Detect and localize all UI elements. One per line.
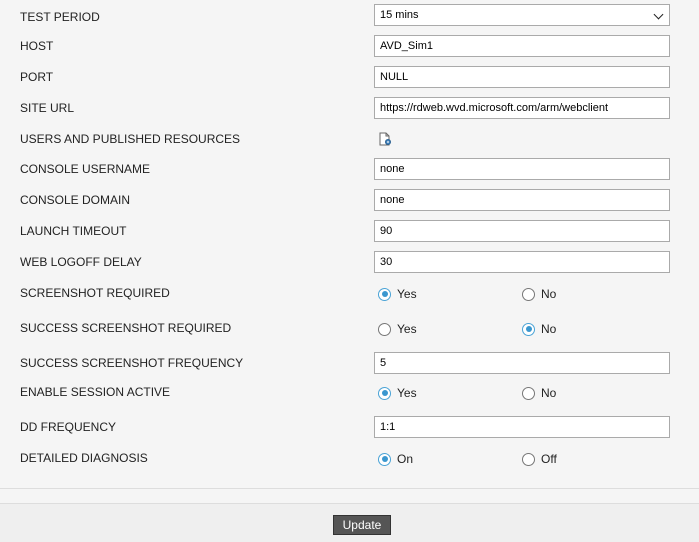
launch-timeout-input[interactable]: 90 [374,220,670,242]
form-divider [0,488,699,489]
web-logoff-delay-input[interactable]: 30 [374,251,670,273]
screenshot-required-no-radio[interactable] [522,288,535,301]
success-screenshot-frequency-label: SUCCESS SCREENSHOT FREQUENCY [20,356,244,370]
test-period-label: TEST PERIOD [20,10,100,24]
dd-frequency-input[interactable]: 1:1 [374,416,670,438]
enable-session-active-no-radio[interactable] [522,387,535,400]
detailed-diagnosis-on-option[interactable] [378,452,413,466]
success-screenshot-required-yes-label: Yes [397,322,417,336]
port-label: PORT [20,70,54,84]
detailed-diagnosis-label: DETAILED DIAGNOSIS [20,451,148,465]
screenshot-required-label: SCREENSHOT REQUIRED [20,286,170,300]
test-period-value: 15 mins [380,9,419,21]
enable-session-active-label: ENABLE SESSION ACTIVE [20,385,171,399]
success-screenshot-required-label: SUCCESS SCREENSHOT REQUIRED [20,321,232,335]
console-username-input[interactable]: none [374,158,670,180]
document-gear-icon[interactable] [378,132,392,146]
success-screenshot-required-yes-option[interactable] [378,322,417,336]
detailed-diagnosis-off-radio[interactable] [522,453,535,466]
host-input[interactable]: AVD_Sim1 [374,35,670,57]
host-label: HOST [20,39,54,53]
success-screenshot-frequency-input[interactable]: 5 [374,352,670,374]
screenshot-required-yes-radio[interactable] [378,288,391,301]
success-screenshot-required-yes-radio[interactable] [378,323,391,336]
console-domain-label: CONSOLE DOMAIN [20,193,131,207]
detailed-diagnosis-on-radio[interactable] [378,453,391,466]
detailed-diagnosis-off-label: Off [541,452,557,466]
users-resources-label: USERS AND PUBLISHED RESOURCES [20,132,241,146]
web-logoff-delay-label: WEB LOGOFF DELAY [20,255,142,269]
site-url-label: SITE URL [20,101,75,115]
enable-session-active-yes-option[interactable] [378,386,417,400]
test-period-select[interactable] [374,4,670,26]
dd-frequency-label: DD FREQUENCY [20,420,117,434]
form-footer [0,503,699,542]
chevron-down-icon [654,10,664,20]
enable-session-active-yes-label: Yes [397,386,417,400]
screenshot-required-yes-option[interactable] [378,287,417,301]
console-username-label: CONSOLE USERNAME [20,162,151,176]
success-screenshot-required-no-option[interactable] [522,322,556,336]
screenshot-required-yes-label: Yes [397,287,417,301]
enable-session-active-no-option[interactable] [522,386,556,400]
port-input[interactable]: NULL [374,66,670,88]
site-url-input[interactable]: https://rdweb.wvd.microsoft.com/arm/webclient [374,97,670,119]
update-button[interactable]: Update [333,515,391,535]
launch-timeout-label: LAUNCH TIMEOUT [20,224,127,238]
success-screenshot-required-no-radio[interactable] [522,323,535,336]
screenshot-required-no-option[interactable] [522,287,556,301]
success-screenshot-required-no-label: No [541,322,557,336]
console-domain-input[interactable]: none [374,189,670,211]
detailed-diagnosis-off-option[interactable] [522,452,557,466]
enable-session-active-no-label: No [541,386,557,400]
detailed-diagnosis-on-label: On [397,452,414,466]
screenshot-required-no-label: No [541,287,557,301]
enable-session-active-yes-radio[interactable] [378,387,391,400]
